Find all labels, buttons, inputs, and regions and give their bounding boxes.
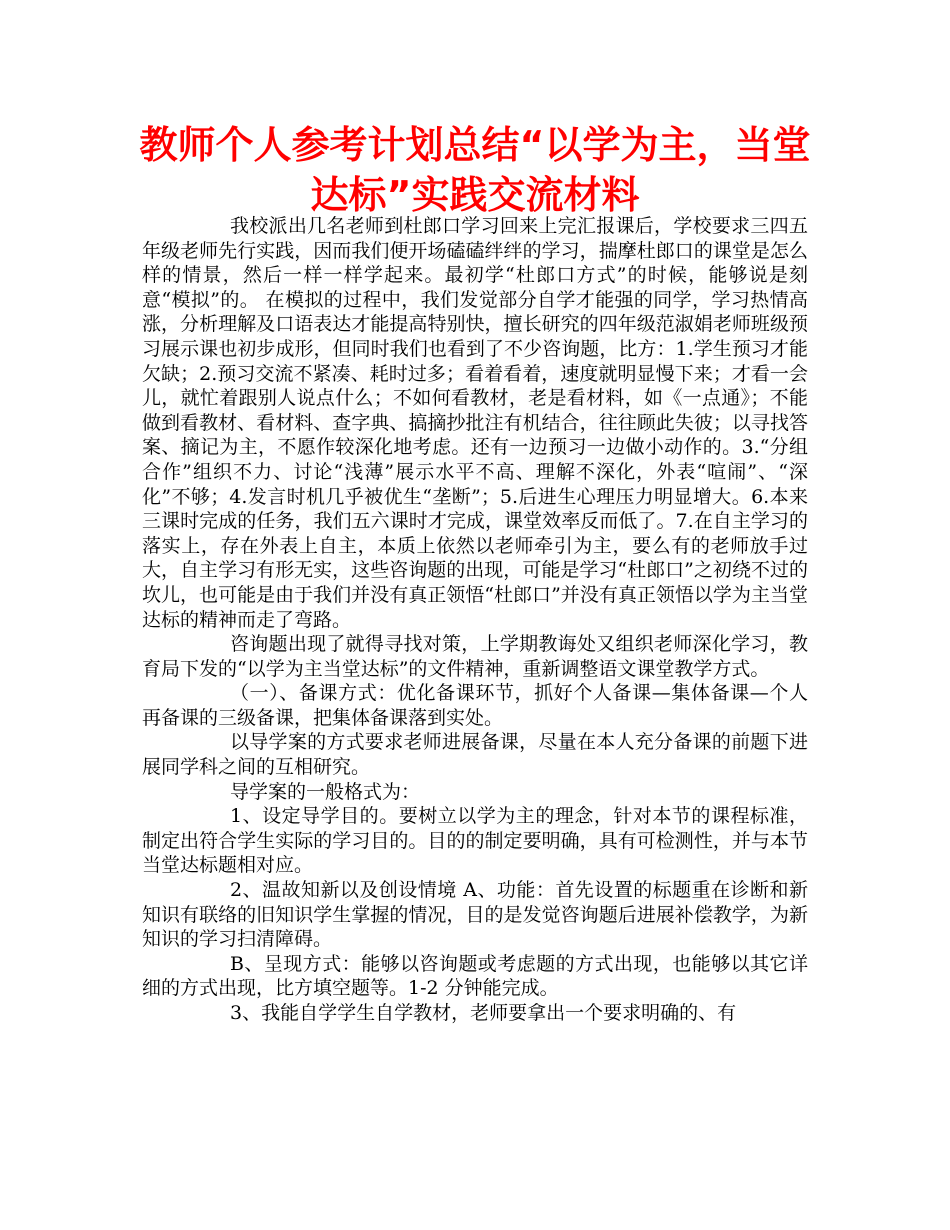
document-body [142, 214, 808, 1026]
paragraph: B、呈现方式：能够以咨询题或考虑题的方式出现，也能够以其它详细的方式出现，比方填空题等。1-2 分钟能完成。 [142, 952, 808, 1000]
paragraph: 以导学案的方式要求老师进展备课，尽量在本人充分备课的前题下进展同学科之间的互相研究。 [142, 731, 808, 779]
paragraph: 2、温故知新以及创设情境 A、功能：首先设置的标题重在诊断和新知识有联络的旧知识学生掌握的情况，目的是发觉咨询题后进展补偿教学，为新知识的学习扫清障碍。 [142, 879, 808, 951]
paragraph: 导学案的一般格式为： [230, 780, 421, 803]
paragraph: 咨询题出现了就得寻找对策，上学期教诲处又组织老师深化学习，教育局下发的“以学为主当堂达标”的文件精神，重新调整语文课堂教学方式。 [142, 633, 808, 680]
paragraph: （一）、备课方式：优化备课环节，抓好个人备课—集体备课—个人再备课的三级备课，把集体备课落到实处。 [142, 682, 808, 729]
paragraph: 我校派出几名老师到杜郎口学习回来上完汇报课后，学校要求三四五年级老师先行实践，因而我们便开场磕磕绊绊的学习，揣摩杜郎口的课堂是怎么样的情景，然后一样一样学起来。最初学“杜郎口方式”的时候，能够说是刻意“模拟”的。 在模拟的过程中，我们发觉部分自学才能强的同学，学习热情高涨，分析理解及口语表达才能提高特别快，擅长研究的四年级范淑娟老师班级预习展示课也初步成形，但同时我们也看到了不少咨询题，比方：1.学生预习才能欠缺；2.预习交流不紧凑、耗时过多；看着看着，速度就明显慢下来；才看一会儿，就忙着跟别人说点什么；不如何看教材，老是看材料，如《一点通》；不能做到看教材、看材料、查字典、搞摘抄批注有机结合，往往顾此失彼；以寻找答案、摘记为主，不愿作较深化地考虑。还有一边预习一边做小动作的。3.“分组合作”组织不力、讨论“浅薄”展示水平不高、理解不深化，外表“喧闹”、“深化”不够；4.发言时机几乎被优生“垄断”；5.后进生心理压力明显增大。6.本来三课时完成的任务，我们五六课时才完成，课堂效率反而低了。7.在自主学习的落实上，存在外表上自主，本质上依然以老师牵引为主，要么有的老师放手过大，自主学习有形无实，这些咨询题的出现，可能是学习“杜郎口”之初绕不过的坎儿，也可能是由于我们并没有真正领悟“杜郎口”并没有真正领悟以学为主当堂达标的精神而走了弯路。 [142, 215, 808, 631]
paragraph: 3、我能自学学生自学教材，老师要拿出一个要求明确的、有 [230, 1002, 737, 1024]
paragraph: 1、设定导学目的。要树立以学为主的理念，针对本节的课程标准，制定出符合学生实际的学习目的。目的的制定要明确，具有可检测性，并与本节当堂达标题相对应。 [142, 805, 808, 877]
document-title: 教师个人参考计划总结“以学为主，当堂达标”实践交流材料 [139, 123, 811, 217]
